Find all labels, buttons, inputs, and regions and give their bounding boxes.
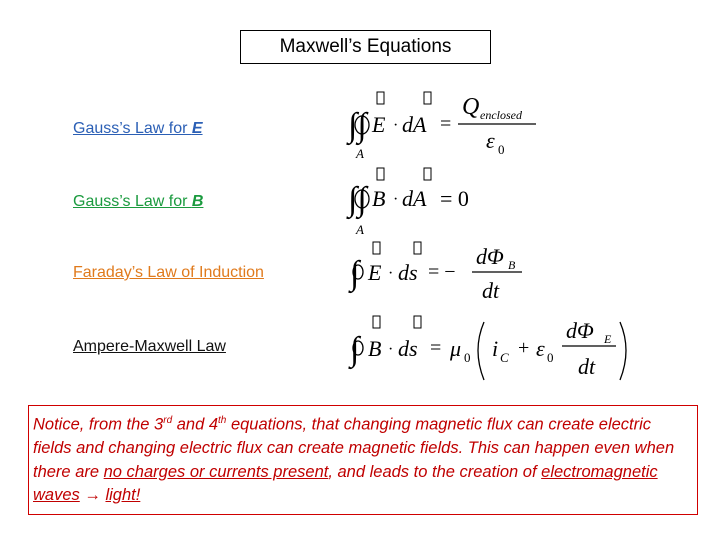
- line-integral-sign: ∫: [350, 331, 360, 368]
- permeability-subscript: 0: [464, 350, 471, 365]
- right-paren: [620, 322, 626, 380]
- notice-underline-no-charges: no charges or currents present: [103, 462, 329, 481]
- page-title: [240, 30, 491, 64]
- permittivity-symbol: ε: [486, 128, 495, 153]
- gauss-law-e-symbol: E: [191, 120, 203, 137]
- notice-sup-th: th: [218, 415, 227, 426]
- gauss-law-e-text: Gauss’s Law for: [73, 120, 192, 137]
- permittivity-symbol: ε: [536, 336, 545, 361]
- equals-sign: =: [430, 337, 442, 359]
- field-symbol: B: [368, 336, 382, 361]
- faraday-law-label: [73, 264, 264, 282]
- notice-underline-em-waves: electromagnetic waves: [33, 462, 658, 504]
- notice-text-4: , and leads to the creation of: [328, 462, 542, 481]
- vector-placeholder: [414, 316, 421, 328]
- time-derivative: dt: [578, 354, 596, 379]
- charge-symbol: Q: [462, 94, 480, 120]
- vector-placeholder: [414, 242, 421, 254]
- permeability-symbol: μ: [450, 336, 462, 361]
- plus-sign: +: [518, 337, 530, 359]
- notice-text-1: Notice, from the 3: [33, 415, 164, 434]
- time-derivative: dt: [482, 278, 500, 303]
- current-subscript: C: [500, 350, 509, 365]
- line-element: ds: [398, 260, 418, 285]
- integral-limit: A: [356, 146, 364, 161]
- vector-placeholder: [424, 168, 431, 180]
- ampere-maxwell-equation: [340, 312, 640, 388]
- vector-placeholder: [424, 92, 431, 104]
- gauss-law-e-label: [73, 120, 203, 138]
- dot-operator: ·: [393, 117, 399, 134]
- vector-placeholder: [377, 92, 384, 104]
- surface-integral-sign: ∫∫: [348, 181, 367, 218]
- left-paren: [478, 322, 484, 380]
- ampere-maxwell-law-label: [73, 338, 226, 356]
- dot-operator: ·: [388, 265, 394, 282]
- dot-operator: ·: [388, 341, 394, 358]
- vector-placeholder: [373, 242, 380, 254]
- area-element: dA: [402, 112, 427, 137]
- integral-limit: A: [356, 222, 364, 237]
- permittivity-subscript: 0: [547, 350, 554, 365]
- dot-operator: ·: [393, 191, 399, 208]
- vector-placeholder: [377, 168, 384, 180]
- gauss-law-e-equation: [340, 88, 560, 164]
- flux-subscript: E: [604, 332, 612, 346]
- charge-subscript: enclosed: [480, 108, 522, 122]
- gauss-law-b-label: [73, 193, 203, 211]
- page-title-text: Maxwell’s Equations: [279, 36, 452, 57]
- notice-box: [28, 405, 698, 515]
- flux-derivative: dΦ: [476, 244, 504, 269]
- equals-minus: = −: [428, 261, 456, 283]
- arrow-icon: →: [84, 486, 101, 504]
- line-integral-sign: ∫: [350, 255, 360, 292]
- current-symbol: i: [492, 336, 499, 361]
- notice-text-2: and 4: [172, 415, 219, 434]
- gauss-law-b-equation: [340, 166, 520, 238]
- ampere-maxwell-law-text: Ampere-Maxwell Law: [73, 338, 226, 355]
- line-element: ds: [398, 336, 418, 361]
- faraday-law-equation: [340, 238, 540, 310]
- notice-underline-light: light!: [105, 486, 141, 504]
- vector-placeholder: [373, 316, 380, 328]
- equals-sign: =: [440, 113, 452, 135]
- flux-subscript: B: [508, 258, 516, 272]
- notice-text-3: equations, that changing magnetic flux can create electric fields and changing electric flux can create magnetic fields. This can happen even when there are: [33, 415, 675, 481]
- notice-sup-rd: rd: [163, 415, 173, 426]
- field-symbol: E: [368, 260, 382, 285]
- surface-integral-sign: ∫∫: [348, 107, 367, 144]
- area-element: dA: [402, 186, 427, 211]
- faraday-law-text: Faraday’s Law of Induction: [73, 264, 264, 281]
- flux-derivative: dΦ: [566, 318, 594, 343]
- equation-rhs: = 0: [440, 186, 469, 211]
- permittivity-subscript: 0: [498, 142, 505, 157]
- gauss-law-b-text: Gauss’s Law for: [73, 193, 192, 210]
- field-symbol: B: [372, 186, 386, 211]
- gauss-law-b-symbol: B: [191, 193, 204, 210]
- field-symbol: E: [372, 112, 386, 137]
